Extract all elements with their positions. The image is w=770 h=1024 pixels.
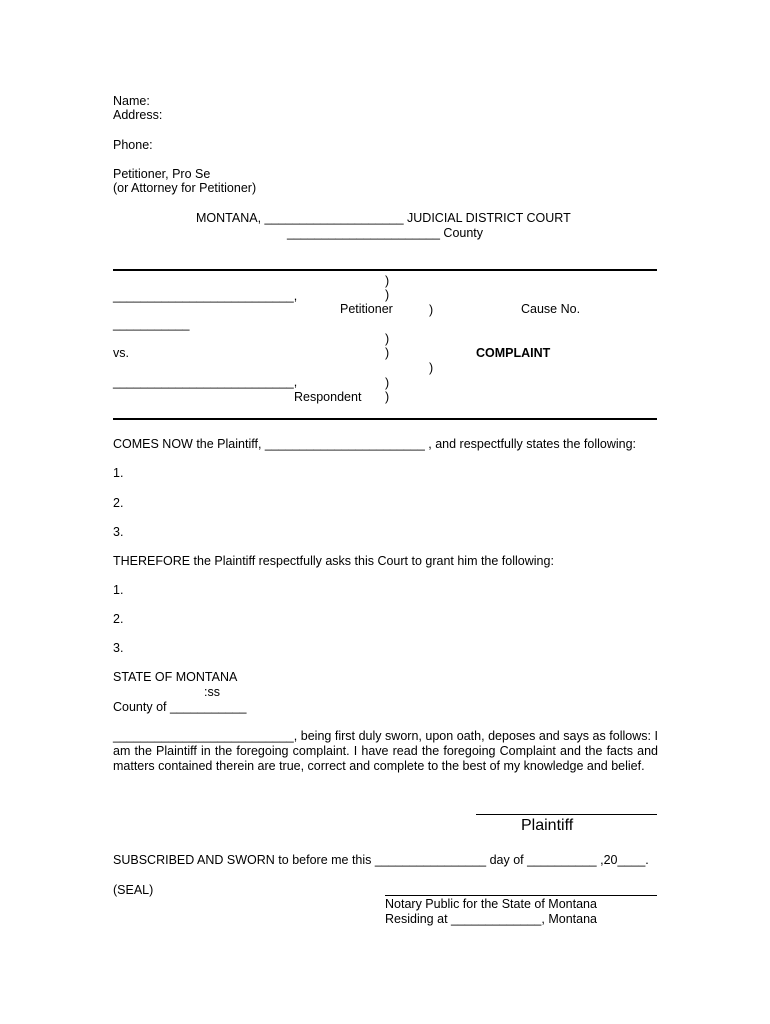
notary-signature-line <box>385 895 657 896</box>
name-label: Name: <box>113 94 150 108</box>
caption-paren: ) <box>385 274 390 288</box>
plaintiff-signature-label: Plaintiff <box>521 817 574 834</box>
plaintiff-signature-line <box>476 814 657 815</box>
respondent-label: Respondent <box>294 390 362 404</box>
county-of-blank: County of ___________ <box>113 700 247 714</box>
caption-paren: ) <box>385 376 390 390</box>
caption-bottom-rule <box>113 418 657 420</box>
notary-public-label: Notary Public for the State of Montana <box>385 897 597 911</box>
ss-label: :ss <box>204 685 220 699</box>
caption-top-rule <box>113 269 657 271</box>
address-label: Address: <box>113 108 163 122</box>
court-county: ______________________ County <box>287 226 484 240</box>
statement-item-2: 2. <box>113 496 124 510</box>
petitioner-pro-se: Petitioner, Pro Se <box>113 167 211 181</box>
request-item-3: 3. <box>113 641 124 655</box>
caption-paren: ) <box>385 332 390 346</box>
residing-at-line: Residing at _____________, Montana <box>385 912 597 926</box>
therefore-paragraph: THEREFORE the Plaintiff respectfully asks this Court to grant him the following: <box>113 554 554 568</box>
statement-item-3: 3. <box>113 525 124 539</box>
caption-paren: ) <box>385 346 390 360</box>
caption-paren: ) <box>429 303 434 317</box>
caption-paren: ) <box>385 288 390 302</box>
cause-no-label: Cause No. <box>521 302 581 316</box>
subscribed-sworn-line: SUBSCRIBED AND SWORN to before me this ________________ day of __________ ,20____. <box>113 853 649 867</box>
state-of-montana: STATE OF MONTANA <box>113 670 238 684</box>
comes-now-paragraph: COMES NOW the Plaintiff, _______________________ , and respectfully states the following: <box>113 437 637 451</box>
court-title: MONTANA, ____________________ JUDICIAL DISTRICT COURT <box>196 211 571 225</box>
request-item-2: 2. <box>113 612 124 626</box>
caption-short-blank: ___________ <box>113 317 190 331</box>
respondent-name-blank: __________________________, <box>113 375 298 389</box>
petitioner-label: Petitioner <box>340 302 393 316</box>
statement-item-1: 1. <box>113 466 124 480</box>
phone-label: Phone: <box>113 138 153 152</box>
petitioner-name-blank: __________________________, <box>113 289 298 303</box>
caption-paren: ) <box>429 361 434 375</box>
attorney-note: (or Attorney for Petitioner) <box>113 181 257 195</box>
caption-paren: ) <box>385 390 390 404</box>
seal-label: (SEAL) <box>113 883 154 897</box>
request-item-1: 1. <box>113 583 124 597</box>
oath-paragraph: __________________________, being first duly sworn, upon oath, deposes and says as follows: I am the Plaintiff in the foregoing complaint. I have read the foregoing Complaint and the facts and matters contained therein are true, correct and complete to the best of my knowledge and belief. <box>113 729 658 773</box>
vs-label: vs. <box>113 346 129 360</box>
complaint-title: COMPLAINT <box>476 346 551 360</box>
